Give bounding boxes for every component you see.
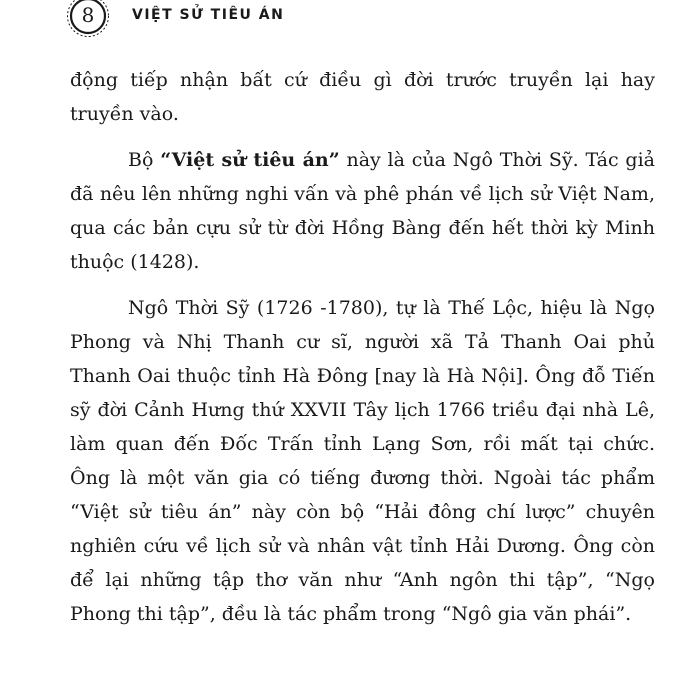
paragraph-author-bio: Ngô Thời Sỹ (1726 -1780), tự là Thế Lộc, hiệu là Ngọ Phong và Nhị Thanh cư sĩ, người xã Tả Thanh Oai phủ Thanh Oai thuộc tỉnh Hà Đông [nay là Hà Nội]. Ông đỗ Tiến sỹ đời Cảnh Hưng thứ XXVII Tây lịch 1766 triều đại nhà Lê, làm quan đến Đốc Trấn tỉnh Lạng Sơn, rồi mất tại chức. Ông là một văn gia có tiếng đương thời. Ngoài tác phẩm “Việt sử tiêu án” này còn bộ “Hải đông chí lược” chuyên nghiên cứu về lịch sử và nhân vật tỉnh Hải Dương. Ông còn để lại những tập thơ văn như “Anh ngôn thi tập”, “Ngọ Phong thi tập”, đều là tác phẩm trong “Ngô gia văn phái”. (70, 297, 655, 625)
paragraph-book-intro (70, 143, 655, 279)
body-text (70, 63, 655, 643)
page-number: 8 (81, 3, 95, 27)
paragraph-rest: này là của Ngô Thời Sỹ. Tác giả đã nêu lên những nghi vấn và phê phán về lịch sử Việt Nam, qua các bản cựu sử từ đời Hồng Bàng đến hết thời kỳ Minh thuộc (1428). (70, 149, 655, 273)
running-header (62, 0, 662, 40)
paragraph-lead: Bộ (128, 149, 161, 171)
page-number-badge (62, 0, 114, 38)
running-title: VIỆT SỬ TIÊU ÁN (132, 7, 285, 23)
book-title-bold: “Việt sử tiêu án” (160, 149, 340, 171)
paragraph-continuation: động tiếp nhận bất cứ điều gì đời trước truyền lại hay truyền vào. (70, 69, 655, 125)
